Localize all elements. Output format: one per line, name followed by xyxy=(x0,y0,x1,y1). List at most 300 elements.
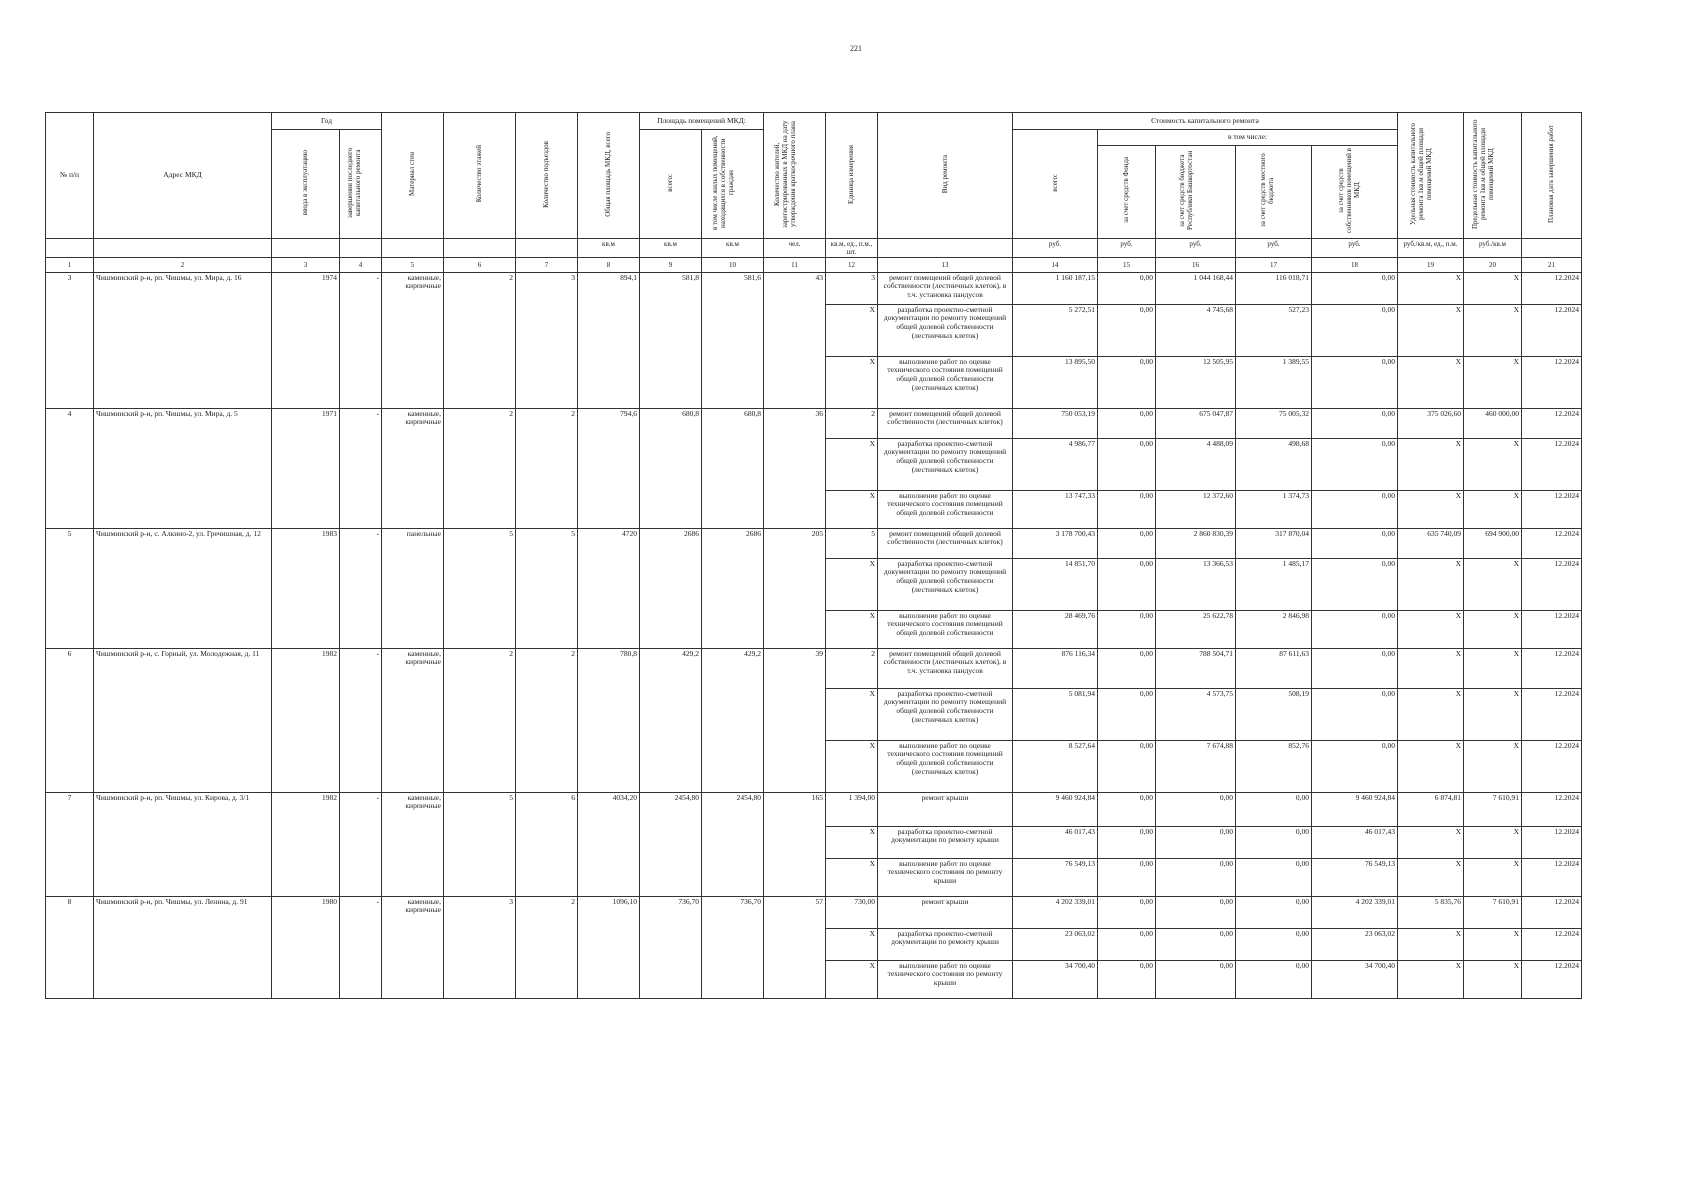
max-cost: X xyxy=(1464,610,1522,648)
work-quantity: 1 394,00 xyxy=(826,792,878,826)
cost-fund: 0,00 xyxy=(1098,304,1156,356)
cost-republic-budget: 25 622,78 xyxy=(1156,610,1236,648)
year-repaired: - xyxy=(340,408,382,528)
unit-cost: X xyxy=(1398,826,1464,858)
unit-cost: X xyxy=(1398,490,1464,528)
repair-type: ремонт помещений общей долевой собственности (лестничных клеток), в т.ч. установка пандусов xyxy=(878,272,1013,304)
unit-15: руб. xyxy=(1098,238,1156,257)
entrance-count: 2 xyxy=(516,408,578,528)
column-numbers-row xyxy=(46,257,1582,272)
unit-11: чел. xyxy=(764,238,826,257)
house-address: Чишминский р-н, рп. Чишмы, ул. Мира, д. 5 xyxy=(94,408,272,528)
cost-owners: 0,00 xyxy=(1312,740,1398,792)
header-area-owned: в том числе жилых помещений, находящихся в собственности граждан xyxy=(710,135,735,230)
header-max-cost: Предельная стоимость капитального ремонта 1кв.м общей площади помещений МКД xyxy=(1470,119,1495,229)
header-entrances: Количество подъездов xyxy=(542,140,551,208)
cost-republic-budget: 0,00 xyxy=(1156,896,1236,928)
cost-fund: 0,00 xyxy=(1098,610,1156,648)
max-cost: 460 000,00 xyxy=(1464,408,1522,438)
house-address: Чишминский р-н, с. Алкино-2, ул. Гречишная, д. 12 xyxy=(94,528,272,648)
cost-local-budget: 1 374,73 xyxy=(1236,490,1312,528)
cost-owners: 0,00 xyxy=(1312,304,1398,356)
cost-local-budget: 0,00 xyxy=(1236,960,1312,998)
cost-republic-budget: 4 745,68 xyxy=(1156,304,1236,356)
unit-cost: X xyxy=(1398,688,1464,740)
max-cost: X xyxy=(1464,304,1522,356)
residents-count: 57 xyxy=(764,896,826,998)
deadline-date: 12.2024 xyxy=(1522,792,1582,826)
row-number: 7 xyxy=(46,792,94,896)
cost-total: 34 700,40 xyxy=(1013,960,1098,998)
cost-local-budget: 116 018,71 xyxy=(1236,272,1312,304)
premises-area: 429,2 xyxy=(640,648,702,792)
repair-type: выполнение работ по оценке технического состояния помещений общей долевой собственности (лестничных клеток) xyxy=(878,740,1013,792)
wall-material: каменные, кирпичные xyxy=(382,792,444,896)
repair-type: ремонт помещений общей долевой собственности (лестничных клеток), в т.ч. установка пандусов xyxy=(878,648,1013,688)
deadline-date: 12.2024 xyxy=(1522,408,1582,438)
page-number: 221 xyxy=(850,44,862,53)
wall-material: каменные, кирпичные xyxy=(382,408,444,528)
year-built: 1982 xyxy=(272,792,340,896)
work-quantity: 2 xyxy=(826,648,878,688)
work-quantity: X xyxy=(826,490,878,528)
work-quantity: X xyxy=(826,928,878,960)
header-total-area: Общая площадь МКД, всего xyxy=(604,131,613,217)
owned-area: 581,6 xyxy=(702,272,764,408)
cost-total: 46 017,43 xyxy=(1013,826,1098,858)
cost-owners: 0,00 xyxy=(1312,558,1398,610)
residents-count: 205 xyxy=(764,528,826,648)
entrance-count: 3 xyxy=(516,272,578,408)
floor-count: 2 xyxy=(444,272,516,408)
repair-type: выполнение работ по оценке технического состояния помещений общей долевой собственности xyxy=(878,610,1013,648)
column-number: 16 xyxy=(1156,257,1236,272)
repair-type: разработка проектно-сметной документации по ремонту помещений общей долевой собственности (лестничных клеток) xyxy=(878,688,1013,740)
cost-fund: 0,00 xyxy=(1098,558,1156,610)
unit-cost: X xyxy=(1398,610,1464,648)
column-number: 15 xyxy=(1098,257,1156,272)
owned-area: 736,70 xyxy=(702,896,764,998)
residents-count: 36 xyxy=(764,408,826,528)
cost-total: 1 160 187,15 xyxy=(1013,272,1098,304)
header-walls: Материал стен xyxy=(408,152,417,196)
unit-cost: X xyxy=(1398,272,1464,304)
cost-fund: 0,00 xyxy=(1098,792,1156,826)
year-built: 1974 xyxy=(272,272,340,408)
work-quantity: X xyxy=(826,740,878,792)
cost-owners: 46 017,43 xyxy=(1312,826,1398,858)
row-number: 5 xyxy=(46,528,94,648)
cost-total: 4 986,77 xyxy=(1013,438,1098,490)
house-address: Чишминский р-н, с. Горный, ул. Молодежная, д. 11 xyxy=(94,648,272,792)
work-quantity: X xyxy=(826,610,878,648)
unit-cost: X xyxy=(1398,928,1464,960)
cost-owners: 0,00 xyxy=(1312,490,1398,528)
column-number: 10 xyxy=(702,257,764,272)
cost-owners: 76 549,13 xyxy=(1312,858,1398,896)
cost-owners: 0,00 xyxy=(1312,648,1398,688)
repair-type: ремонт крыши xyxy=(878,792,1013,826)
year-built: 1971 xyxy=(272,408,340,528)
cost-republic-budget: 2 860 830,39 xyxy=(1156,528,1236,558)
cost-total: 5 272,51 xyxy=(1013,304,1098,356)
cost-local-budget: 1 485,17 xyxy=(1236,558,1312,610)
repair-type: разработка проектно-сметной документации по ремонту помещений общей долевой собственности (лестничных клеток) xyxy=(878,438,1013,490)
unit-14: руб. xyxy=(1013,238,1098,257)
row-number: 8 xyxy=(46,896,94,998)
unit-9: кв.м xyxy=(640,238,702,257)
header-unit-cost: Удельная стоимость капитального ремонта 1кв.м общей площади помещений МКД xyxy=(1408,123,1433,225)
deadline-date: 12.2024 xyxy=(1522,688,1582,740)
header-year: Год xyxy=(272,113,382,130)
cost-fund: 0,00 xyxy=(1098,528,1156,558)
deadline-date: 12.2024 xyxy=(1522,740,1582,792)
unit-cost: X xyxy=(1398,304,1464,356)
cost-total: 4 202 339,01 xyxy=(1013,896,1098,928)
cost-local-budget: 0,00 xyxy=(1236,858,1312,896)
row-number: 6 xyxy=(46,648,94,792)
column-number: 9 xyxy=(640,257,702,272)
table-row xyxy=(46,792,1582,826)
unit-cost: 6 874,81 xyxy=(1398,792,1464,826)
table-row xyxy=(46,648,1582,688)
cost-owners: 9 460 924,84 xyxy=(1312,792,1398,826)
cost-total: 750 053,19 xyxy=(1013,408,1098,438)
cost-total: 8 527,64 xyxy=(1013,740,1098,792)
column-number: 3 xyxy=(272,257,340,272)
repair-type: ремонт помещений общей долевой собственности (лестничных клеток) xyxy=(878,528,1013,558)
work-quantity: 2 xyxy=(826,408,878,438)
total-area: 794,6 xyxy=(578,408,640,528)
repair-type: разработка проектно-сметной документации по ремонту помещений общей долевой собственности (лестничных клеток) xyxy=(878,304,1013,356)
cost-fund: 0,00 xyxy=(1098,356,1156,408)
cost-local-budget: 87 611,63 xyxy=(1236,648,1312,688)
max-cost: 7 610,91 xyxy=(1464,792,1522,826)
header-mb: за счет средств местного бюджета xyxy=(1258,153,1275,228)
cost-total: 13 747,33 xyxy=(1013,490,1098,528)
premises-area: 2686 xyxy=(640,528,702,648)
owned-area: 2686 xyxy=(702,528,764,648)
residents-count: 43 xyxy=(764,272,826,408)
entrance-count: 5 xyxy=(516,528,578,648)
column-number: 21 xyxy=(1522,257,1582,272)
header-incl: в том числе: xyxy=(1098,130,1398,146)
wall-material: каменные, кирпичные xyxy=(382,896,444,998)
unit-cost: 375 026,60 xyxy=(1398,408,1464,438)
header-area-all: всего: xyxy=(666,173,675,192)
column-number: 12 xyxy=(826,257,878,272)
wall-material: каменные, кирпичные xyxy=(382,648,444,792)
cost-local-budget: 317 870,04 xyxy=(1236,528,1312,558)
cost-owners: 0,00 xyxy=(1312,408,1398,438)
cost-republic-budget: 0,00 xyxy=(1156,928,1236,960)
deadline-date: 12.2024 xyxy=(1522,304,1582,356)
repair-type: выполнение работ по оценке технического состояния по ремонту крыши xyxy=(878,960,1013,998)
cost-owners: 0,00 xyxy=(1312,272,1398,304)
unit-19: руб./кв.м, ед., п.м. xyxy=(1398,238,1464,257)
cost-fund: 0,00 xyxy=(1098,960,1156,998)
entrance-count: 2 xyxy=(516,648,578,792)
column-number: 20 xyxy=(1464,257,1522,272)
deadline-date: 12.2024 xyxy=(1522,356,1582,408)
row-number: 4 xyxy=(46,408,94,528)
max-cost: X xyxy=(1464,438,1522,490)
column-number: 13 xyxy=(878,257,1013,272)
cost-total: 23 063,02 xyxy=(1013,928,1098,960)
cost-owners: 34 700,40 xyxy=(1312,960,1398,998)
year-built: 1980 xyxy=(272,896,340,998)
unit-cost: X xyxy=(1398,740,1464,792)
deadline-date: 12.2024 xyxy=(1522,648,1582,688)
max-cost: X xyxy=(1464,648,1522,688)
deadline-date: 12.2024 xyxy=(1522,610,1582,648)
work-quantity: X xyxy=(826,304,878,356)
unit-17: руб. xyxy=(1236,238,1312,257)
cost-fund: 0,00 xyxy=(1098,490,1156,528)
column-number: 17 xyxy=(1236,257,1312,272)
entrance-count: 2 xyxy=(516,896,578,998)
max-cost: X xyxy=(1464,826,1522,858)
total-area: 4720 xyxy=(578,528,640,648)
deadline-date: 12.2024 xyxy=(1522,272,1582,304)
work-quantity: 5 xyxy=(826,528,878,558)
premises-area: 2454,80 xyxy=(640,792,702,896)
header-premises-area: Площадь помещений МКД: xyxy=(640,113,764,130)
header-rb: за счет средств бюджета Республики Башкортостан xyxy=(1177,150,1194,230)
entrance-count: 6 xyxy=(516,792,578,896)
work-quantity: X xyxy=(826,438,878,490)
cost-total: 76 549,13 xyxy=(1013,858,1098,896)
header-cost-total: всего: xyxy=(1050,173,1059,192)
repair-type: выполнение работ по оценке технического состояния помещений общей долевой собственности (лестничных клеток) xyxy=(878,356,1013,408)
cost-fund: 0,00 xyxy=(1098,740,1156,792)
table-row xyxy=(46,408,1582,438)
work-quantity: X xyxy=(826,356,878,408)
deadline-date: 12.2024 xyxy=(1522,528,1582,558)
max-cost: X xyxy=(1464,688,1522,740)
repair-plan-table xyxy=(45,112,1582,999)
column-number: 5 xyxy=(382,257,444,272)
residents-count: 165 xyxy=(764,792,826,896)
column-number: 8 xyxy=(578,257,640,272)
cost-fund: 0,00 xyxy=(1098,858,1156,896)
total-area: 4034,20 xyxy=(578,792,640,896)
cost-republic-budget: 0,00 xyxy=(1156,858,1236,896)
premises-area: 736,70 xyxy=(640,896,702,998)
deadline-date: 12.2024 xyxy=(1522,896,1582,928)
work-quantity: X xyxy=(826,826,878,858)
premises-area: 680,8 xyxy=(640,408,702,528)
cost-total: 28 469,76 xyxy=(1013,610,1098,648)
residents-count: 39 xyxy=(764,648,826,792)
cost-republic-budget: 12 372,60 xyxy=(1156,490,1236,528)
house-address: Чишминский р-н, рп. Чишмы, ул. Ленина, д. 91 xyxy=(94,896,272,998)
unit-cost: 5 835,76 xyxy=(1398,896,1464,928)
unit-12: кв.м, ед., п.м., шт. xyxy=(826,238,878,257)
cost-fund: 0,00 xyxy=(1098,826,1156,858)
deadline-date: 12.2024 xyxy=(1522,490,1582,528)
cost-fund: 0,00 xyxy=(1098,928,1156,960)
house-address: Чишминский р-н, рп. Чишмы, ул. Кирова, д. 3/1 xyxy=(94,792,272,896)
floor-count: 5 xyxy=(444,792,516,896)
repair-type: выполнение работ по оценке технического состояния по ремонту крыши xyxy=(878,858,1013,896)
column-number: 4 xyxy=(340,257,382,272)
cost-republic-budget: 0,00 xyxy=(1156,826,1236,858)
cost-fund: 0,00 xyxy=(1098,272,1156,304)
cost-fund: 0,00 xyxy=(1098,438,1156,490)
max-cost: X xyxy=(1464,558,1522,610)
cost-local-budget: 0,00 xyxy=(1236,826,1312,858)
max-cost: X xyxy=(1464,490,1522,528)
cost-local-budget: 498,68 xyxy=(1236,438,1312,490)
unit-cost: 635 740,09 xyxy=(1398,528,1464,558)
cost-fund: 0,00 xyxy=(1098,648,1156,688)
max-cost: X xyxy=(1464,272,1522,304)
year-repaired: - xyxy=(340,272,382,408)
column-number: 19 xyxy=(1398,257,1464,272)
max-cost: X xyxy=(1464,960,1522,998)
header-owners: за счет средств собственников помещений в МКД xyxy=(1336,147,1361,233)
cost-republic-budget: 0,00 xyxy=(1156,792,1236,826)
cost-local-budget: 75 005,32 xyxy=(1236,408,1312,438)
deadline-date: 12.2024 xyxy=(1522,960,1582,998)
repair-type: ремонт помещений общей долевой собственности (лестничных клеток) xyxy=(878,408,1013,438)
work-quantity: X xyxy=(826,688,878,740)
house-address: Чишминский р-н, рп. Чишмы, ул. Мира, д. 16 xyxy=(94,272,272,408)
unit-16: руб. xyxy=(1156,238,1236,257)
column-number: 7 xyxy=(516,257,578,272)
cost-total: 5 081,94 xyxy=(1013,688,1098,740)
max-cost: X xyxy=(1464,740,1522,792)
cost-owners: 23 063,02 xyxy=(1312,928,1398,960)
year-built: 1982 xyxy=(272,648,340,792)
deadline-date: 12.2024 xyxy=(1522,858,1582,896)
header-year-repair: завершения последнего капитального ремонта xyxy=(345,147,362,218)
cost-republic-budget: 12 505,95 xyxy=(1156,356,1236,408)
max-cost: 7 610,91 xyxy=(1464,896,1522,928)
cost-owners: 4 202 339,01 xyxy=(1312,896,1398,928)
total-area: 780,8 xyxy=(578,648,640,792)
unit-cost: X xyxy=(1398,558,1464,610)
repair-type: разработка проектно-сметной документации по ремонту помещений общей долевой собственности (лестничных клеток) xyxy=(878,558,1013,610)
column-number: 1 xyxy=(46,257,94,272)
year-repaired: - xyxy=(340,648,382,792)
year-repaired: - xyxy=(340,792,382,896)
unit-20: руб./кв.м xyxy=(1464,238,1522,257)
cost-local-budget: 527,23 xyxy=(1236,304,1312,356)
floor-count: 5 xyxy=(444,528,516,648)
deadline-date: 12.2024 xyxy=(1522,928,1582,960)
header-repair-type: Вид ремонта xyxy=(940,154,949,194)
cost-republic-budget: 7 674,88 xyxy=(1156,740,1236,792)
cost-local-budget: 2 846,98 xyxy=(1236,610,1312,648)
header-residents: Количество жителей, зарегистрированных в МКД на дату утверждения краткосрочного плана xyxy=(772,120,797,228)
premises-area: 581,8 xyxy=(640,272,702,408)
table-row xyxy=(46,896,1582,928)
cost-owners: 0,00 xyxy=(1312,688,1398,740)
cost-total: 3 178 700,43 xyxy=(1013,528,1098,558)
column-number: 18 xyxy=(1312,257,1398,272)
repair-type: разработка проектно-сметной документации по ремонту крыши xyxy=(878,928,1013,960)
cost-republic-budget: 1 044 168,44 xyxy=(1156,272,1236,304)
floor-count: 3 xyxy=(444,896,516,998)
deadline-date: 12.2024 xyxy=(1522,826,1582,858)
cost-owners: 0,00 xyxy=(1312,528,1398,558)
cost-republic-budget: 675 047,87 xyxy=(1156,408,1236,438)
row-number: 3 xyxy=(46,272,94,408)
unit-18: руб. xyxy=(1312,238,1398,257)
cost-local-budget: 852,76 xyxy=(1236,740,1312,792)
deadline-date: 12.2024 xyxy=(1522,438,1582,490)
cost-republic-budget: 13 366,53 xyxy=(1156,558,1236,610)
wall-material: каменные, кирпичные xyxy=(382,272,444,408)
cost-total: 876 116,34 xyxy=(1013,648,1098,688)
repair-type: выполнение работ по оценке технического состояния помещений общей долевой собственности xyxy=(878,490,1013,528)
header-year-built: ввода в эксплуатацию xyxy=(301,149,310,216)
total-area: 1096,10 xyxy=(578,896,640,998)
header-unit: Единица измерения xyxy=(847,144,856,204)
column-number: 6 xyxy=(444,257,516,272)
cost-fund: 0,00 xyxy=(1098,896,1156,928)
max-cost: X xyxy=(1464,928,1522,960)
cost-fund: 0,00 xyxy=(1098,688,1156,740)
header-floors: Количество этажей xyxy=(475,145,484,203)
cost-republic-budget: 788 504,71 xyxy=(1156,648,1236,688)
header-address: Адрес МКД xyxy=(94,113,272,239)
max-cost: X xyxy=(1464,356,1522,408)
total-area: 894,1 xyxy=(578,272,640,408)
repair-type: ремонт крыши xyxy=(878,896,1013,928)
work-quantity: X xyxy=(826,858,878,896)
work-quantity: 730,00 xyxy=(826,896,878,928)
year-built: 1983 xyxy=(272,528,340,648)
cost-local-budget: 0,00 xyxy=(1236,928,1312,960)
cost-owners: 0,00 xyxy=(1312,438,1398,490)
floor-count: 2 xyxy=(444,648,516,792)
cost-local-budget: 508,19 xyxy=(1236,688,1312,740)
max-cost: X xyxy=(1464,858,1522,896)
floor-count: 2 xyxy=(444,408,516,528)
cost-republic-budget: 0,00 xyxy=(1156,960,1236,998)
header-no: № п/п xyxy=(46,113,94,239)
cost-total: 9 460 924,84 xyxy=(1013,792,1098,826)
wall-material: панельные xyxy=(382,528,444,648)
header-deadline: Плановая дата завершения работ xyxy=(1547,124,1556,224)
column-number: 2 xyxy=(94,257,272,272)
cost-owners: 0,00 xyxy=(1312,356,1398,408)
cost-local-budget: 1 389,55 xyxy=(1236,356,1312,408)
table-row xyxy=(46,528,1582,558)
unit-cost: X xyxy=(1398,858,1464,896)
column-number: 11 xyxy=(764,257,826,272)
owned-area: 429,2 xyxy=(702,648,764,792)
cost-republic-budget: 4 488,09 xyxy=(1156,438,1236,490)
header-cost: Стоимость капитального ремонта xyxy=(1013,113,1398,130)
year-repaired: - xyxy=(340,528,382,648)
cost-total: 13 895,50 xyxy=(1013,356,1098,408)
work-quantity: X xyxy=(826,960,878,998)
max-cost: 694 900,00 xyxy=(1464,528,1522,558)
cost-local-budget: 0,00 xyxy=(1236,896,1312,928)
work-quantity: X xyxy=(826,558,878,610)
year-repaired: - xyxy=(340,896,382,998)
table-row xyxy=(46,272,1582,304)
unit-cost: X xyxy=(1398,356,1464,408)
cost-local-budget: 0,00 xyxy=(1236,792,1312,826)
unit-10: кв.м xyxy=(702,238,764,257)
unit-8: кв.м xyxy=(578,238,640,257)
unit-cost: X xyxy=(1398,648,1464,688)
